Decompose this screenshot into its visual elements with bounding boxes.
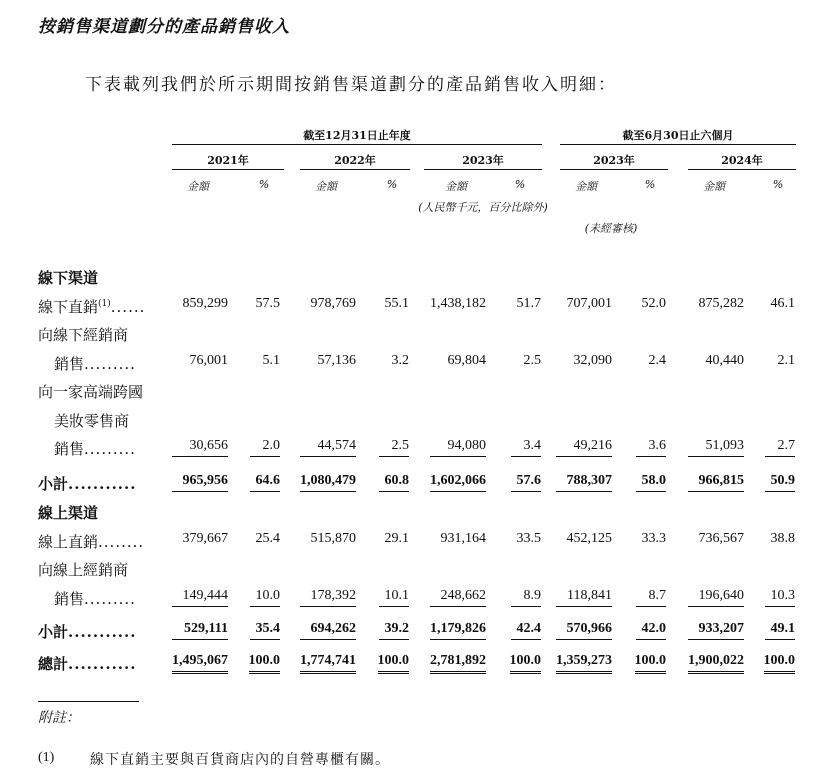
amount-cell: 32,090 bbox=[573, 353, 612, 368]
percent-cell: 33.3 bbox=[641, 531, 666, 546]
footnote-ref: (1) bbox=[98, 299, 111, 309]
row-label bbox=[54, 588, 136, 609]
amount-cell: 933,207 bbox=[688, 621, 744, 640]
amount-cell: 196,640 bbox=[688, 588, 744, 607]
amount-cell: 1,602,066 bbox=[430, 473, 486, 492]
percent-cell: 49.1 bbox=[765, 621, 795, 640]
amount-cell: 94,080 bbox=[430, 438, 486, 457]
row-label-text: 總計 bbox=[38, 655, 69, 673]
year-header: 2023年 bbox=[462, 154, 504, 167]
section-heading: 按銷售渠道劃分的產品銷售收入 bbox=[38, 17, 290, 37]
year-header: 2024年 bbox=[721, 154, 763, 167]
amount-cell: 2,781,892 bbox=[430, 653, 486, 674]
row-label-text: 線下渠道 bbox=[38, 269, 99, 287]
amount-cell: 76,001 bbox=[189, 353, 228, 368]
percent-cell: 100.0 bbox=[378, 653, 410, 674]
row-label-text: 線上渠道 bbox=[38, 504, 99, 522]
percent-cell: 2.5 bbox=[523, 353, 541, 368]
leader-dots: ......... bbox=[84, 355, 136, 373]
notes-rule bbox=[38, 701, 139, 702]
amount-cell: 1,900,022 bbox=[688, 653, 744, 674]
year-rule bbox=[172, 169, 284, 170]
percent-cell: 57.5 bbox=[255, 296, 280, 311]
percent-cell: 2.7 bbox=[765, 438, 795, 457]
row-label bbox=[38, 296, 145, 317]
amount-cell: 30,656 bbox=[172, 438, 228, 457]
amount-cell: 118,841 bbox=[556, 588, 612, 607]
percent-cell: 10.0 bbox=[250, 588, 280, 607]
percent-cell: 100.0 bbox=[249, 653, 281, 674]
year-header: 2021年 bbox=[207, 154, 249, 167]
amount-cell: 57,136 bbox=[317, 353, 356, 368]
leader-dots: ........... bbox=[68, 623, 137, 641]
row-label-text: 小計 bbox=[38, 475, 69, 493]
percent-cell: 29.1 bbox=[384, 531, 409, 546]
pct-header: % bbox=[514, 178, 526, 191]
percent-cell: 10.3 bbox=[765, 588, 795, 607]
amount-cell: 978,769 bbox=[310, 296, 356, 311]
amount-cell: 51,093 bbox=[688, 438, 744, 457]
amount-cell: 570,966 bbox=[556, 621, 612, 640]
amount-cell: 931,164 bbox=[440, 531, 486, 546]
intro-text: 下表載列我們於所示期間按銷售渠道劃分的產品銷售收入明細： bbox=[85, 75, 617, 95]
row-label bbox=[38, 381, 143, 402]
percent-cell: 2.0 bbox=[250, 438, 280, 457]
percent-cell: 5.1 bbox=[262, 353, 280, 368]
percent-cell: 33.5 bbox=[516, 531, 541, 546]
percent-cell: 57.6 bbox=[511, 473, 541, 492]
row-label-text: 美妝零售商 bbox=[54, 412, 130, 430]
percent-cell: 2.1 bbox=[777, 353, 795, 368]
row-label-text: 向線上經銷商 bbox=[38, 561, 129, 579]
amount-cell: 707,001 bbox=[566, 296, 612, 311]
percent-cell: 3.2 bbox=[391, 353, 409, 368]
percent-cell: 3.4 bbox=[511, 438, 541, 457]
year-header: 2023年 bbox=[593, 154, 635, 167]
row-label-text: 線下直銷 bbox=[38, 298, 99, 316]
percent-cell: 60.8 bbox=[379, 473, 409, 492]
percent-cell: 100.0 bbox=[764, 653, 796, 674]
pct-header: % bbox=[772, 178, 784, 191]
row-label bbox=[54, 353, 136, 374]
percent-cell: 42.4 bbox=[511, 621, 541, 640]
leader-dots: ......... bbox=[84, 440, 136, 458]
row-label-text: 小計 bbox=[38, 623, 69, 641]
row-label bbox=[54, 410, 129, 431]
row-label bbox=[38, 473, 136, 494]
amount-cell: 1,080,479 bbox=[300, 473, 356, 492]
row-label-text: 銷售 bbox=[54, 355, 85, 373]
amount-cell: 452,125 bbox=[566, 531, 612, 546]
amount-cell: 178,392 bbox=[300, 588, 356, 607]
percent-cell: 10.1 bbox=[379, 588, 409, 607]
amount-cell: 49,216 bbox=[556, 438, 612, 457]
leader-dots: ......... bbox=[84, 590, 136, 608]
amount-cell: 1,438,182 bbox=[430, 296, 486, 311]
amount-cell: 1,495,067 bbox=[172, 653, 228, 674]
amount-cell: 694,262 bbox=[300, 621, 356, 640]
percent-cell: 25.4 bbox=[255, 531, 280, 546]
amount-cell: 875,282 bbox=[698, 296, 744, 311]
year-rule bbox=[688, 169, 796, 170]
row-label-text: 銷售 bbox=[54, 590, 85, 608]
row-label-text: 向一家高端跨國 bbox=[38, 383, 144, 401]
percent-cell: 64.6 bbox=[250, 473, 280, 492]
amount-cell: 966,815 bbox=[688, 473, 744, 492]
header-rule-six-months bbox=[560, 144, 796, 145]
percent-cell: 39.2 bbox=[379, 621, 409, 640]
row-label bbox=[38, 324, 128, 345]
year-header: 2022年 bbox=[334, 154, 376, 167]
amount-header: 金額 bbox=[575, 180, 597, 193]
percent-cell: 38.8 bbox=[770, 531, 795, 546]
year-rule bbox=[424, 169, 542, 170]
amount-cell: 515,870 bbox=[310, 531, 356, 546]
pct-header: % bbox=[644, 178, 656, 191]
amount-cell: 44,574 bbox=[300, 438, 356, 457]
row-label bbox=[38, 559, 128, 580]
percent-cell: 52.0 bbox=[641, 296, 666, 311]
section-label bbox=[38, 267, 98, 288]
amount-cell: 69,804 bbox=[447, 353, 486, 368]
leader-dots: ........... bbox=[68, 655, 137, 673]
percent-cell: 8.9 bbox=[511, 588, 541, 607]
percent-cell: 42.0 bbox=[636, 621, 666, 640]
amount-header: 金額 bbox=[703, 180, 725, 193]
row-label bbox=[38, 653, 136, 674]
row-label-text: 線上直銷 bbox=[38, 533, 99, 551]
amount-cell: 1,179,826 bbox=[430, 621, 486, 640]
percent-cell: 35.4 bbox=[250, 621, 280, 640]
percent-cell: 51.7 bbox=[516, 296, 541, 311]
amount-header: 金額 bbox=[187, 180, 209, 193]
unit-note: (人民幣千元，百分比除外) bbox=[418, 201, 548, 214]
year-rule bbox=[560, 169, 668, 170]
row-label bbox=[38, 621, 136, 642]
percent-cell: 100.0 bbox=[635, 653, 667, 674]
amount-cell: 736,567 bbox=[698, 531, 744, 546]
percent-cell: 2.4 bbox=[648, 353, 666, 368]
percent-cell: 58.0 bbox=[636, 473, 666, 492]
header-group-six-months: 截至6月30日止六個月 bbox=[622, 129, 734, 142]
amount-cell: 149,444 bbox=[172, 588, 228, 607]
leader-dots: ........ bbox=[98, 533, 145, 551]
amount-cell: 788,307 bbox=[556, 473, 612, 492]
percent-cell: 50.9 bbox=[765, 473, 795, 492]
pct-header: % bbox=[386, 178, 398, 191]
amount-cell: 1,359,273 bbox=[556, 653, 612, 674]
leader-dots: ...... bbox=[110, 298, 146, 316]
row-label-text: 銷售 bbox=[54, 440, 85, 458]
percent-cell: 100.0 bbox=[510, 653, 542, 674]
leader-dots: ........... bbox=[68, 475, 137, 493]
section-label bbox=[38, 502, 98, 523]
percent-cell: 2.5 bbox=[379, 438, 409, 457]
amount-header: 金額 bbox=[315, 180, 337, 193]
amount-cell: 40,440 bbox=[705, 353, 744, 368]
row-label bbox=[38, 531, 144, 552]
notes-title: 附註： bbox=[38, 710, 80, 726]
note-text: 線下直銷主要與百貨商店內的自營專櫃有關。 bbox=[90, 752, 390, 768]
row-label-text: 向線下經銷商 bbox=[38, 326, 129, 344]
year-rule bbox=[300, 169, 410, 170]
unaudited-note: (未經審核) bbox=[584, 222, 638, 235]
amount-cell: 529,111 bbox=[172, 621, 228, 640]
amount-header: 金額 bbox=[445, 180, 467, 193]
amount-cell: 965,956 bbox=[172, 473, 228, 492]
header-group-annual: 截至12月31日止年度 bbox=[303, 129, 411, 142]
note-number: (1) bbox=[38, 750, 55, 765]
percent-cell: 46.1 bbox=[770, 296, 795, 311]
percent-cell: 55.1 bbox=[384, 296, 409, 311]
row-label bbox=[54, 438, 136, 459]
header-rule-annual bbox=[172, 144, 542, 145]
amount-cell: 379,667 bbox=[182, 531, 228, 546]
amount-cell: 1,774,741 bbox=[300, 653, 356, 674]
pct-header: % bbox=[258, 178, 270, 191]
percent-cell: 3.6 bbox=[636, 438, 666, 457]
amount-cell: 859,299 bbox=[182, 296, 228, 311]
percent-cell: 8.7 bbox=[636, 588, 666, 607]
amount-cell: 248,662 bbox=[430, 588, 486, 607]
